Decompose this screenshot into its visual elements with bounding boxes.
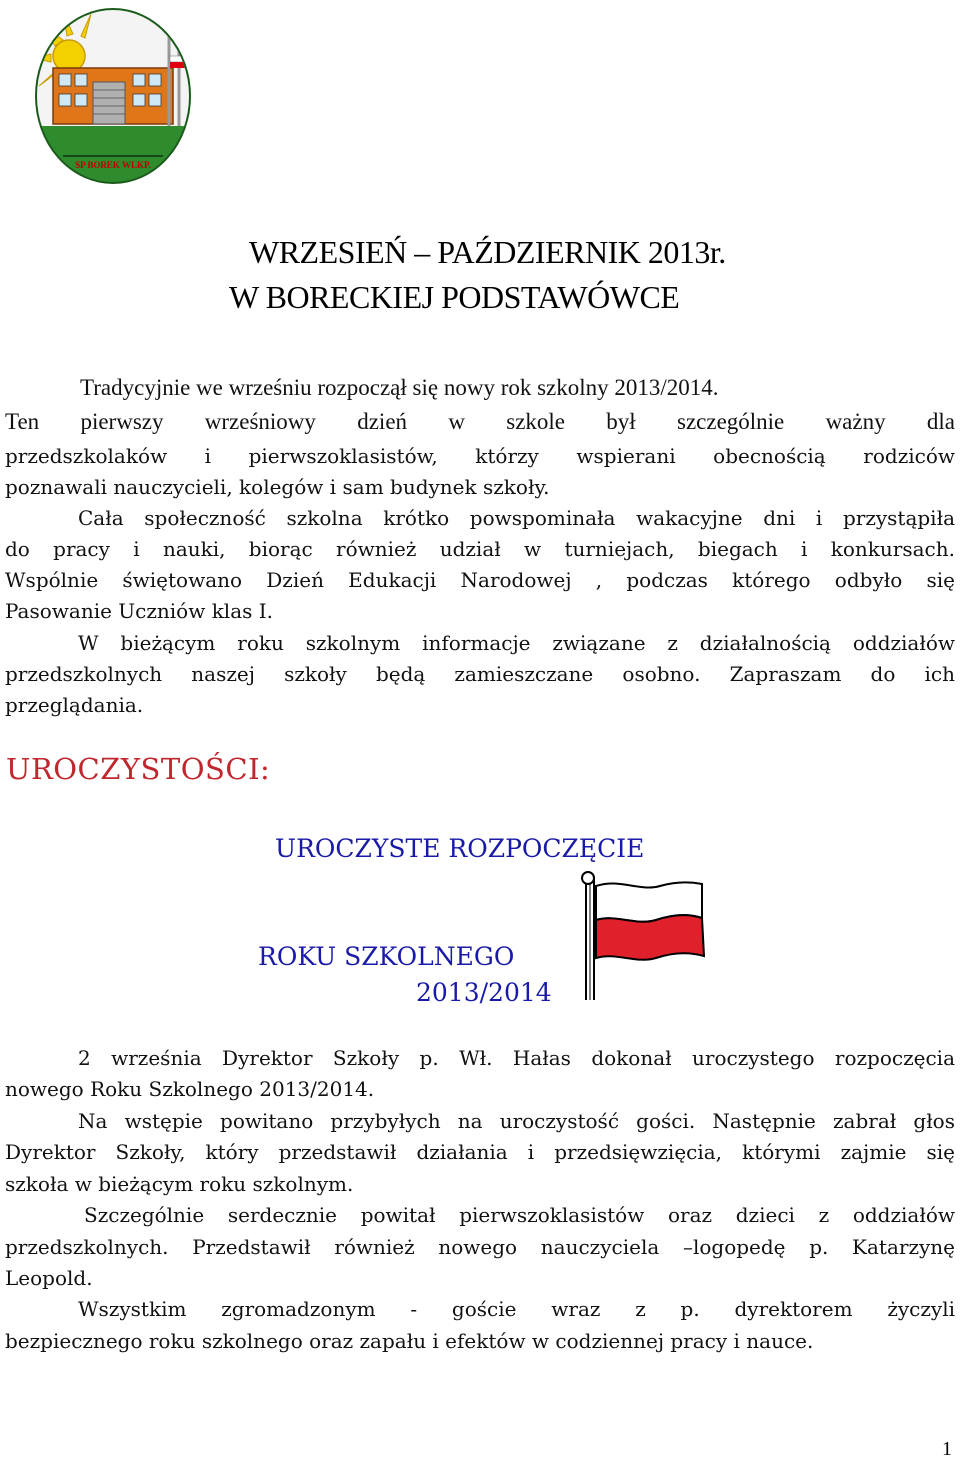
- intro-line-3: przedszkolaków i pierwszoklasistów, którzy wspierani obecnością rodziców: [5, 444, 955, 468]
- page-title-line2: W BORECKIEJ PODSTAWÓWCE: [229, 279, 680, 315]
- para4-line-2: nowego Roku Szkolnego 2013/2014.: [5, 1077, 375, 1101]
- event-title-line1: UROCZYSTE ROZPOCZĘCIE: [275, 834, 645, 863]
- para4-line-1: 2 września Dyrektor Szkoły p. Wł. Hałas dokonał uroczystego rozpoczęcia: [78, 1046, 955, 1070]
- para2-line-3: Wspólnie świętowano Dzień Edukacji Narodowej , podczas którego odbyło się: [5, 568, 955, 592]
- page-number: 1: [942, 1438, 952, 1460]
- para5-line-3: szkoła w bieżącym roku szkolnym.: [5, 1172, 354, 1196]
- para6-line-2: przedszkolnych. Przedstawił również nowego nauczyciela –logopedę p. Katarzynę: [5, 1235, 955, 1259]
- para2-line-1: Cała społeczność szkolna krótko powspominała wakacyjne dni i przystąpiła: [78, 506, 955, 530]
- para6-line-1: Szczególnie serdecznie powitał pierwszoklasistów oraz dzieci z oddziałów: [84, 1203, 955, 1227]
- para7-line-2: bezpiecznego roku szkolnego oraz zapału i efektów w codziennej pracy i nauce.: [5, 1329, 814, 1353]
- para5-line-2: Dyrektor Szkoły, który przedstawił działania i przedsięwzięcia, którymi zajmie się: [5, 1140, 955, 1164]
- logo-caption: SP BOREK WLKP.: [75, 160, 151, 170]
- para3-line-2: przedszkolnych naszej szkoły będą zamieszczane osobno. Zapraszam do ich: [5, 662, 955, 686]
- para5-line-1: Na wstępie powitano przybyłych na uroczystość gości. Następnie zabrał głos: [78, 1109, 955, 1133]
- intro-line-1: Tradycyjnie we wrześniu rozpoczął się nowy rok szkolny 2013/2014.: [80, 375, 719, 400]
- polish-flag-illustration: [570, 862, 710, 1002]
- section-heading: UROCZYSTOŚCI:: [6, 752, 271, 786]
- para7-line-1: Wszystkim zgromadzonym - goście wraz z p. dyrektorem życzyli: [78, 1297, 955, 1321]
- para2-line-4: Pasowanie Uczniów klas I.: [5, 599, 274, 623]
- para6-line-3: Leopold.: [5, 1266, 93, 1290]
- intro-line-2: Ten pierwszy wrześniowy dzień w szkole był szczególnie ważny dla: [5, 409, 955, 434]
- para3-line-1: W bieżącym roku szkolnym informacje związane z działalnością oddziałów: [78, 631, 955, 655]
- page-title-line1: WRZESIEŃ – PAŹDZIERNIK 2013r.: [249, 234, 726, 270]
- intro-line-4: poznawali nauczycieli, kolegów i sam budynek szkoły.: [5, 475, 550, 499]
- para3-line-3: przeglądania.: [5, 693, 144, 717]
- school-logo: [33, 6, 193, 186]
- event-title-year: 2013/2014: [416, 978, 552, 1007]
- para2-line-2: do pracy i nauki, biorąc również udział w turniejach, biegach i konkursach.: [5, 537, 955, 561]
- event-title-line2: ROKU SZKOLNEGO: [258, 942, 515, 971]
